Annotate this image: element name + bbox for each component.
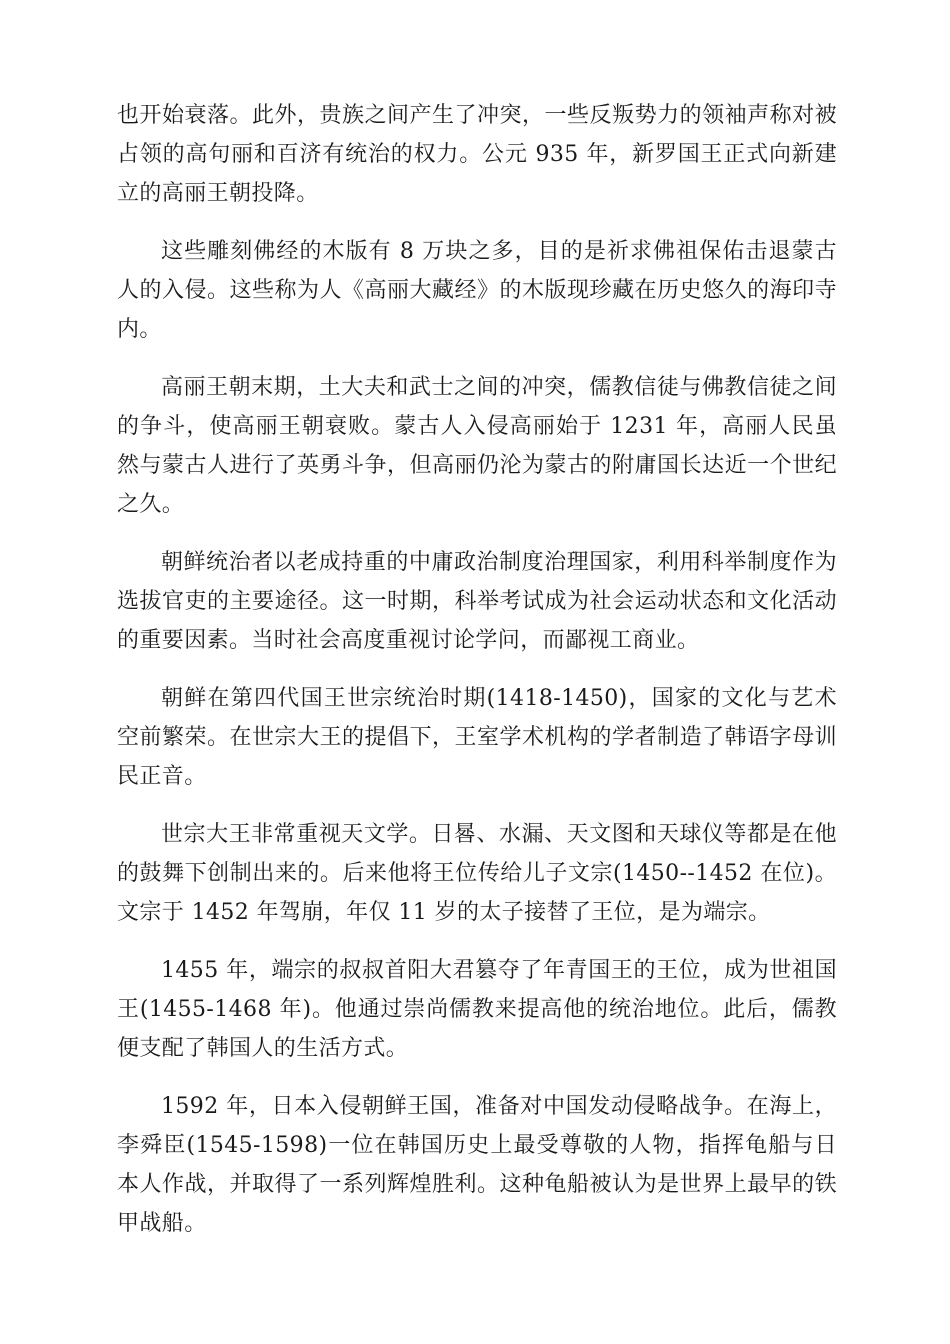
- paragraph-4: 朝鲜统治者以老成持重的中庸政治制度治理国家，利用科举制度作为选拔官吏的主要途径。这一时期，科举考试成为社会运动状态和文化活动的重要因素。当时社会高度重视讨论学问，而鄙视工商业。: [117, 550, 837, 653]
- paragraph-3: 高丽王朝末期，土大夫和武士之间的冲突，儒教信徒与佛教信徒之间的争斗，使高丽王朝衰败。蒙古人入侵高丽始于 1231 年，高丽人民虽然与蒙古人进行了英勇斗争，但高丽仍沦为蒙古的附庸国长达近一个世纪之久。: [117, 375, 837, 517]
- paragraph-7: 1455 年，端宗的叔叔首阳大君篡夺了年青国王的王位，成为世祖国王(1455-1468 年)。他通过崇尚儒教来提高他的统治地位。此后，儒教便支配了韩国人的生活方式。: [117, 958, 837, 1061]
- paragraph-5: 朝鲜在第四代国王世宗统治时期(1418-1450)，国家的文化与艺术空前繁荣。在世宗大王的提倡下，王室学术机构的学者制造了韩语字母训民正音。: [117, 686, 837, 789]
- document-body: [117, 96, 837, 1262]
- paragraph-2: 这些雕刻佛经的木版有 8 万块之多，目的是祈求佛祖保佑击退蒙古人的入侵。这些称为人《高丽大藏经》的木版现珍藏在历史悠久的海印寺内。: [117, 239, 837, 342]
- paragraph-8: 1592 年，日本入侵朝鲜王国，准备对中国发动侵略战争。在海上，李舜臣(1545-1598)一位在韩国历史上最受尊敬的人物，指挥龟船与日本人作战，并取得了一系列辉煌胜利。这种龟船被认为是世界上最早的铁甲战船。: [117, 1094, 837, 1236]
- paragraph-6: 世宗大王非常重视天文学。日晷、水漏、天文图和天球仪等都是在他的鼓舞下创制出来的。后来他将王位传给儿子文宗(1450--1452 在位)。文宗于 1452 年驾崩，年仅 11 岁的太子接替了王位，是为端宗。: [117, 822, 837, 925]
- paragraph-1: 也开始衰落。此外，贵族之间产生了冲突，一些反叛势力的领袖声称对被占领的高句丽和百济有统治的权力。公元 935 年，新罗国王正式向新建立的高丽王朝投降。: [117, 103, 837, 206]
